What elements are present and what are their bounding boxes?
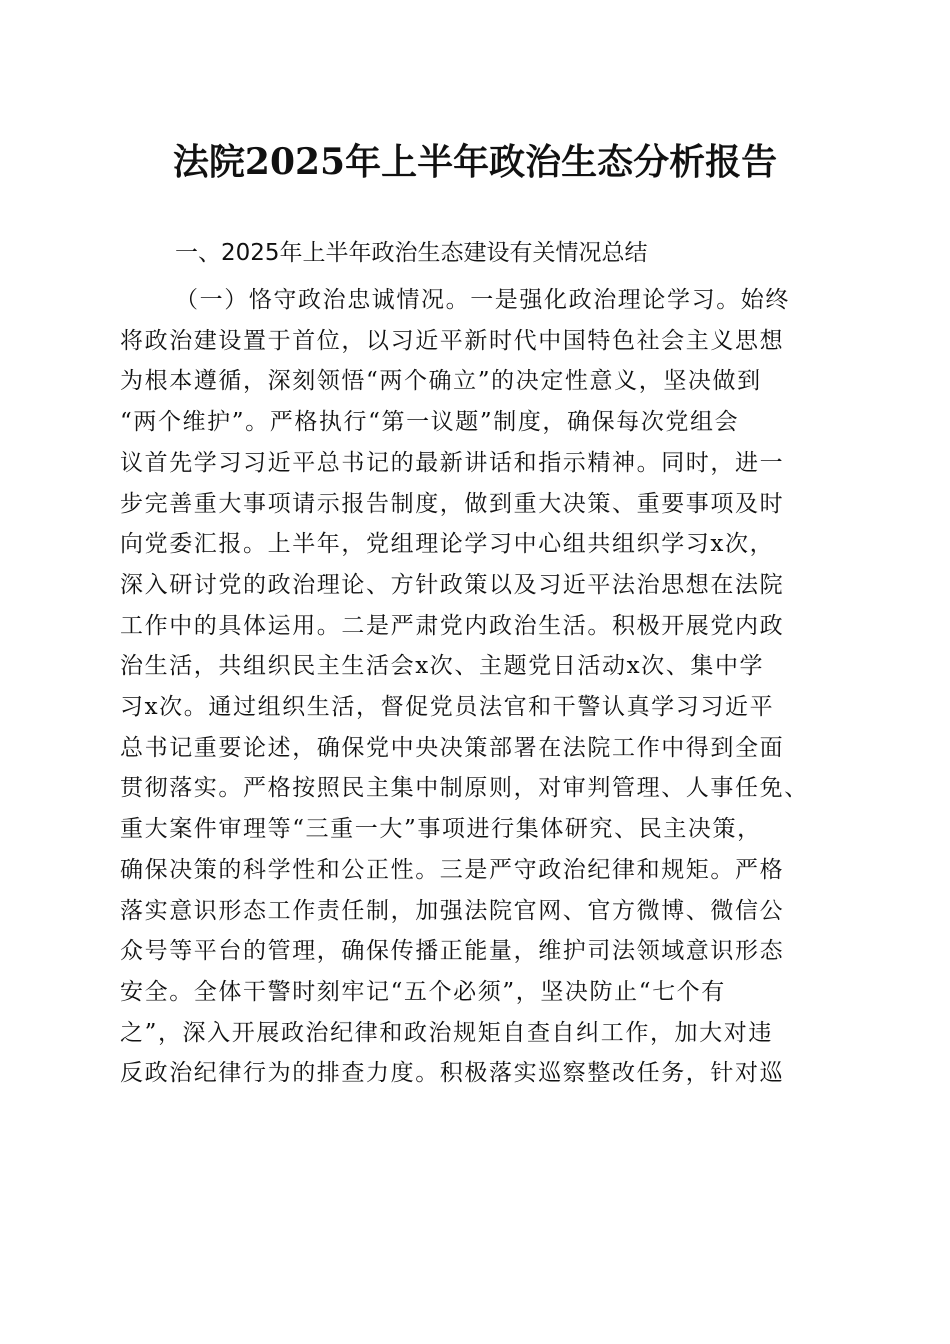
body-line: “两个维护”。严格执行“第一议题”制度，确保每次党组会 bbox=[120, 409, 740, 436]
body-line: 安全。全体干警时刻牢记“五个必须”，坚决防止“七个有 bbox=[120, 978, 726, 1005]
body-line: 步完善重大事项请示报告制度，做到重大决策、重要事项及时 bbox=[120, 490, 785, 517]
body-line: 总书记重要论述，确保党中央决策部署在法院工作中得到全面 bbox=[120, 734, 785, 761]
body-line: 习x次。通过组织生活，督促党员法官和干警认真学习习近平 bbox=[120, 694, 775, 720]
body-line: 工作中的具体运用。二是严肃党内政治生活。积极开展党内政 bbox=[120, 612, 785, 639]
body-line: 反政治纪律行为的排查力度。积极落实巡察整改任务，针对巡 bbox=[120, 1060, 785, 1087]
body-line: 议首先学习习近平总书记的最新讲话和指示精神。同时，进一 bbox=[120, 449, 785, 476]
body-line: 贯彻落实。严格按照民主集中制原则，对审判管理、人事任免、 bbox=[120, 775, 809, 802]
document-title: 法院2025年上半年政治生态分析报告 bbox=[172, 141, 778, 183]
body-line: 将政治建设置于首位，以习近平新时代中国特色社会主义思想 bbox=[120, 327, 785, 354]
body-line: 之”，深入开展政治纪律和政治规矩自查自纠工作，加大对违 bbox=[120, 1019, 773, 1046]
body-line: 重大案件审理等“三重一大”事项进行集体研究、民主决策， bbox=[120, 816, 762, 843]
body-line: （一）恪守政治忠诚情况。一是强化政治理论学习。始终 bbox=[175, 287, 790, 313]
body-line: 众号等平台的管理，确保传播正能量，维护司法领域意识形态 bbox=[120, 938, 785, 965]
body-line: 为根本遵循，深刻领悟“两个确立”的决定性意义，坚决做到 bbox=[120, 368, 762, 395]
body-line: 治生活，共组织民主生活会x次、主题党日活动x次、集中学 bbox=[120, 653, 765, 680]
body-line: 落实意识形态工作责任制，加强法院官网、官方微博、微信公 bbox=[120, 897, 785, 924]
body-line: 深入研讨党的政治理论、方针政策以及习近平法治思想在法院 bbox=[120, 571, 785, 598]
body-line: 确保决策的科学性和公正性。三是严守政治纪律和规矩。严格 bbox=[120, 856, 785, 883]
body-line: 向党委汇报。上半年，党组理论学习中心组共组织学习x次， bbox=[120, 531, 775, 558]
section-heading: 一、2025年上半年政治生态建设有关情况总结 bbox=[175, 240, 648, 266]
